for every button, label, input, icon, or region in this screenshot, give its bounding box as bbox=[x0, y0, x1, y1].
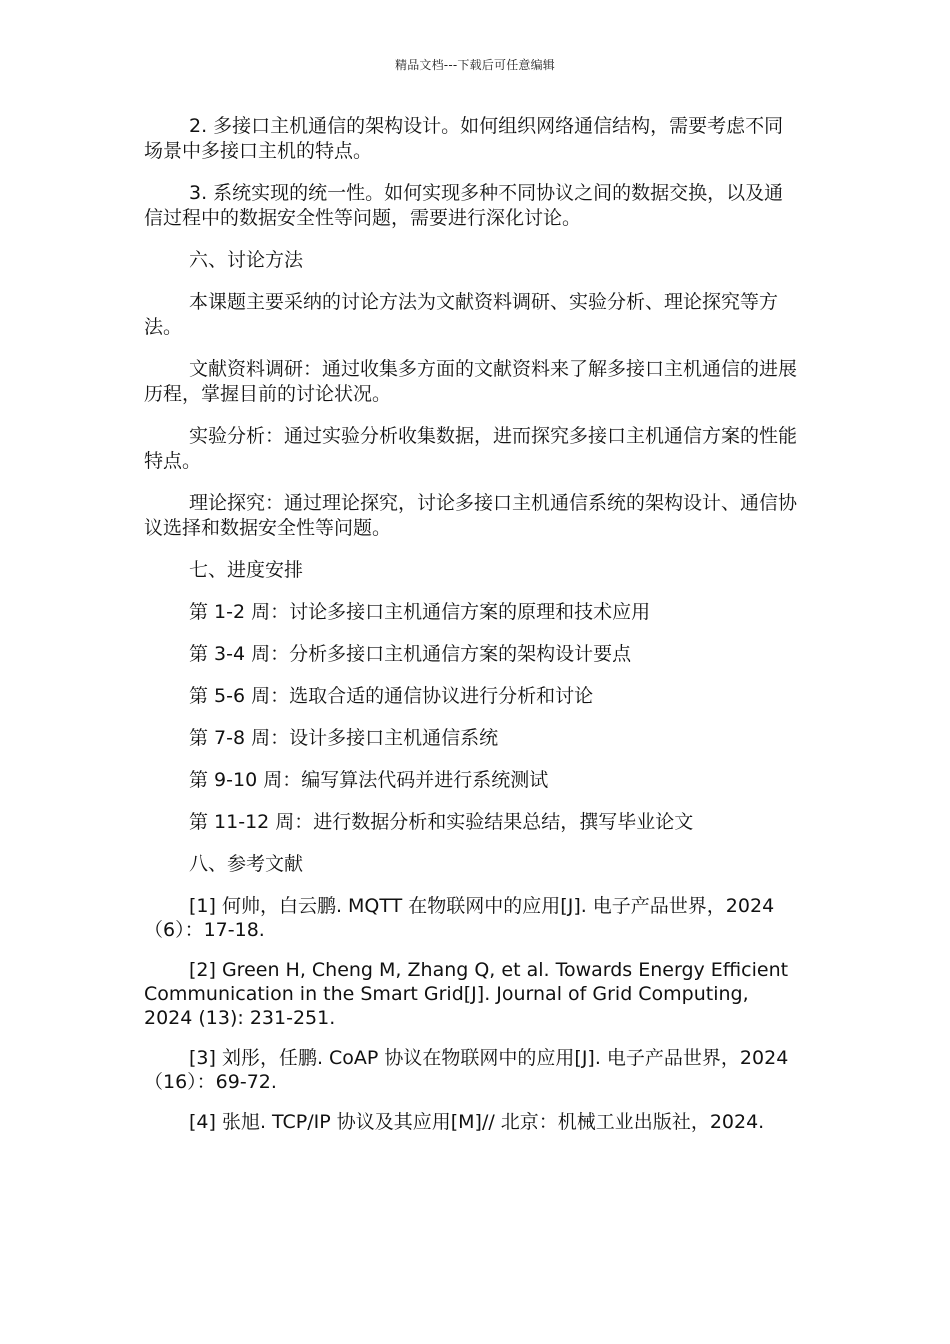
paragraph-architecture-design: 2. 多接口主机通信的架构设计。如何组织网络通信结构，需要考虑不同场景中多接口主机的特点。 bbox=[144, 115, 784, 162]
section-heading-references: 八、参考文献 bbox=[189, 853, 304, 875]
section-heading-schedule: 七、进度安排 bbox=[189, 559, 304, 581]
reference-item-2: [2] Green H, Cheng M, Zhang Q, et al. Towards Energy Efficient Communication in the Smart Grid[J]. Journal of Grid Computing, 2024 (13): 231-251. bbox=[144, 959, 789, 1029]
reference-item-3: [3] 刘彤，任鹏. CoAP 协议在物联网中的应用[J]. 电子产品世界，2024（16）：69-72. bbox=[144, 1047, 789, 1093]
reference-item-1: [1] 何帅，白云鹏. MQTT 在物联网中的应用[J]. 电子产品世界，2024（6）：17-18. bbox=[144, 895, 775, 941]
paragraph-literature-research: 文献资料调研：通过收集多方面的文献资料来了解多接口主机通信的进展历程，掌握目前的讨论状况。 bbox=[144, 358, 798, 405]
page-header: 精品文档---下载后可任意编辑 bbox=[395, 58, 555, 72]
section-heading-methods: 六、讨论方法 bbox=[189, 249, 304, 271]
paragraph-methods-intro: 本课题主要采纳的讨论方法为文献资料调研、实验分析、理论探究等方法。 bbox=[144, 291, 779, 338]
paragraph-system-unity: 3. 系统实现的统一性。如何实现多种不同协议之间的数据交换，以及通信过程中的数据安全性等问题，需要进行深化讨论。 bbox=[144, 182, 784, 229]
schedule-item-week-1-2: 第 1-2 周：讨论多接口主机通信方案的原理和技术应用 bbox=[189, 601, 651, 623]
paragraph-experiment-analysis: 实验分析：通过实验分析收集数据，进而探究多接口主机通信方案的性能特点。 bbox=[144, 425, 798, 472]
schedule-item-week-9-10: 第 9-10 周：编写算法代码并进行系统测试 bbox=[189, 769, 549, 791]
schedule-item-week-3-4: 第 3-4 周：分析多接口主机通信方案的架构设计要点 bbox=[189, 643, 632, 665]
schedule-item-week-5-6: 第 5-6 周：选取合适的通信协议进行分析和讨论 bbox=[189, 685, 594, 707]
schedule-item-week-11-12: 第 11-12 周：进行数据分析和实验结果总结，撰写毕业论文 bbox=[189, 811, 694, 833]
schedule-item-week-7-8: 第 7-8 周：设计多接口主机通信系统 bbox=[189, 727, 499, 749]
document-body bbox=[144, 114, 800, 1150]
paragraph-theory-research: 理论探究：通过理论探究，讨论多接口主机通信系统的架构设计、通信协议选择和数据安全性等问题。 bbox=[144, 492, 798, 539]
reference-item-4: [4] 张旭. TCP/IP 协议及其应用[M]// 北京：机械工业出版社，2024. bbox=[189, 1111, 765, 1133]
